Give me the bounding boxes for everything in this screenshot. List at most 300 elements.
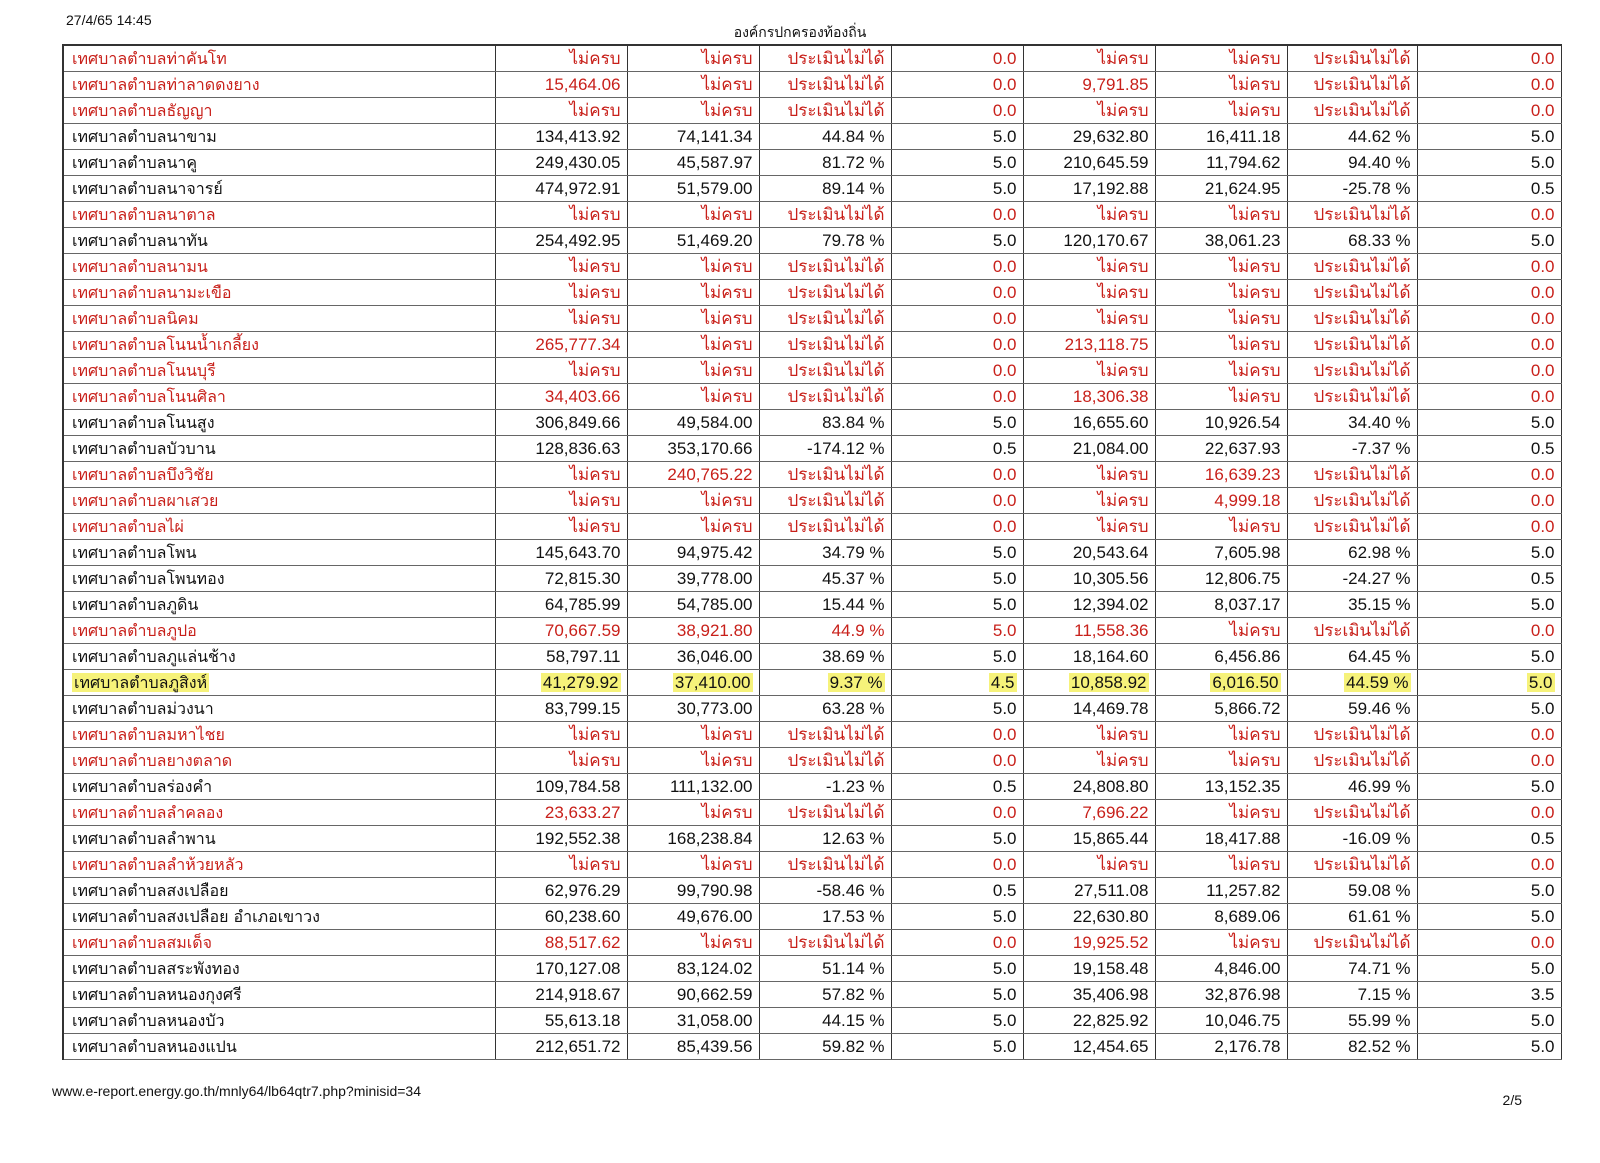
municipality-name: เทศบาลตำบลนามะเขือ [72, 283, 232, 302]
cell-value: 5.0 [1530, 699, 1555, 718]
cell-value: 59.82 % [822, 1037, 885, 1056]
cell-value: 0.0 [992, 361, 1017, 380]
cell-value: 0.0 [1530, 283, 1555, 302]
cell-value: ประเมินไม่ได้ [787, 855, 885, 874]
value-cell [495, 384, 627, 410]
cell-value: 44.62 % [1348, 127, 1411, 146]
cell-value: ไม่ครบ [1229, 387, 1281, 406]
municipality-name: เทศบาลตำบลโนนบุรี [72, 361, 216, 380]
cell-value: ประเมินไม่ได้ [787, 725, 885, 744]
cell-value: ประเมินไม่ได้ [1313, 283, 1411, 302]
cell-value: 0.0 [992, 855, 1017, 874]
table-row [63, 514, 1561, 540]
value-cell [1417, 306, 1561, 332]
value-cell [1023, 540, 1155, 566]
value-cell [627, 930, 759, 956]
value-cell [1155, 618, 1287, 644]
cell-value: 41,279.92 [542, 673, 619, 692]
cell-value: 0.0 [992, 491, 1017, 510]
value-cell [1417, 956, 1561, 982]
footer-url: www.e-report.energy.go.th/mnly64/lb64qtr7.php?minisid=34 [52, 1083, 422, 1099]
table-row [63, 358, 1561, 384]
cell-value: ไม่ครบ [1097, 257, 1149, 276]
value-cell [1023, 124, 1155, 150]
cell-value: 0.5 [1530, 569, 1555, 588]
cell-value: ประเมินไม่ได้ [787, 751, 885, 770]
value-cell [1023, 904, 1155, 930]
report-table [62, 44, 1562, 1060]
cell-value: ไม่ครบ [1097, 751, 1149, 770]
value-cell [1155, 982, 1287, 1008]
value-cell [759, 618, 891, 644]
value-cell [627, 98, 759, 124]
value-cell [627, 748, 759, 774]
cell-value: 0.0 [1530, 257, 1555, 276]
municipality-name-cell [63, 124, 495, 150]
table-row [63, 150, 1561, 176]
value-cell [891, 98, 1023, 124]
value-cell [1023, 1008, 1155, 1034]
municipality-name: เทศบาลตำบลสระพังทอง [72, 959, 240, 978]
cell-value: 44.9 % [831, 621, 885, 640]
value-cell [1287, 280, 1417, 306]
table-row [63, 592, 1561, 618]
value-cell [627, 436, 759, 462]
value-cell [627, 358, 759, 384]
cell-value: 109,784.58 [535, 777, 621, 796]
value-cell [1417, 930, 1561, 956]
cell-value: 4,846.00 [1214, 959, 1281, 978]
cell-value: 20,543.64 [1072, 543, 1149, 562]
value-cell [1417, 514, 1561, 540]
value-cell [627, 488, 759, 514]
table-row [63, 202, 1561, 228]
value-cell [495, 930, 627, 956]
value-cell [627, 722, 759, 748]
cell-value: 44.59 % [1346, 673, 1409, 692]
cell-value: 61.61 % [1348, 907, 1411, 926]
value-cell [1287, 592, 1417, 618]
table-row [63, 410, 1561, 436]
cell-value: 5.0 [1530, 1037, 1555, 1056]
cell-value: ไม่ครบ [1097, 101, 1149, 120]
value-cell [495, 826, 627, 852]
value-cell [1417, 150, 1561, 176]
municipality-name: เทศบาลตำบลท่าลาดดงยาง [72, 75, 260, 94]
cell-value: 22,825.92 [1072, 1011, 1149, 1030]
municipality-name-cell [63, 670, 495, 696]
municipality-name: เทศบาลตำบลโนนน้ำเกลี้ยง [72, 335, 259, 354]
municipality-name: เทศบาลตำบลโพน [72, 543, 197, 562]
table-row [63, 696, 1561, 722]
cell-value: ประเมินไม่ได้ [787, 803, 885, 822]
value-cell [1417, 774, 1561, 800]
cell-value: ไม่ครบ [1229, 361, 1281, 380]
value-cell [1023, 462, 1155, 488]
municipality-name: เทศบาลตำบลลำพาน [72, 829, 216, 848]
value-cell [1023, 410, 1155, 436]
value-cell [1417, 280, 1561, 306]
municipality-name-cell [63, 410, 495, 436]
cell-value: ไม่ครบ [1097, 205, 1149, 224]
cell-value: ไม่ครบ [1097, 361, 1149, 380]
cell-value: ไม่ครบ [1229, 101, 1281, 120]
cell-value: ไม่ครบ [1229, 205, 1281, 224]
value-cell [495, 332, 627, 358]
cell-value: 9.37 % [829, 673, 883, 692]
value-cell [495, 202, 627, 228]
cell-value: 5.0 [992, 829, 1017, 848]
value-cell [1287, 774, 1417, 800]
value-cell [1155, 228, 1287, 254]
municipality-name: เทศบาลตำบลภูดิน [72, 595, 199, 614]
value-cell [1155, 45, 1287, 72]
value-cell [891, 1008, 1023, 1034]
value-cell [1023, 826, 1155, 852]
value-cell [759, 566, 891, 592]
table-row [63, 930, 1561, 956]
municipality-name-cell [63, 45, 495, 72]
cell-value: ไม่ครบ [701, 517, 753, 536]
cell-value: 16,639.23 [1204, 465, 1281, 484]
cell-value: 5.0 [992, 153, 1017, 172]
value-cell [759, 150, 891, 176]
cell-value: ไม่ครบ [569, 517, 621, 536]
print-date: 27/4/65 14:45 [66, 12, 152, 28]
cell-value: -25.78 % [1342, 179, 1411, 198]
municipality-name-cell [63, 618, 495, 644]
cell-value: -1.23 % [825, 777, 885, 796]
cell-value: ไม่ครบ [1097, 465, 1149, 484]
value-cell [891, 358, 1023, 384]
value-cell [1023, 254, 1155, 280]
cell-value: 27,511.08 [1074, 881, 1149, 900]
cell-value: 0.0 [992, 517, 1017, 536]
cell-value: 5.0 [992, 595, 1017, 614]
municipality-name: เทศบาลตำบลนาจารย์ [72, 179, 223, 198]
table-row [63, 852, 1561, 878]
cell-value: 0.0 [992, 49, 1017, 68]
municipality-name-cell [63, 1034, 495, 1060]
cell-value: ประเมินไม่ได้ [787, 465, 885, 484]
cell-value: ไม่ครบ [569, 283, 621, 302]
cell-value: ประเมินไม่ได้ [1313, 855, 1411, 874]
municipality-name: เทศบาลตำบลหนองบัว [72, 1011, 225, 1030]
cell-value: 15,865.44 [1072, 829, 1149, 848]
value-cell [891, 436, 1023, 462]
value-cell [627, 540, 759, 566]
value-cell [1417, 202, 1561, 228]
cell-value: 21,624.95 [1204, 179, 1281, 198]
value-cell [1287, 254, 1417, 280]
municipality-name-cell [63, 774, 495, 800]
cell-value: 64.45 % [1348, 647, 1411, 666]
cell-value: 18,306.38 [1072, 387, 1149, 406]
municipality-name-cell [63, 982, 495, 1008]
cell-value: 11,257.82 [1206, 881, 1281, 900]
cell-value: ประเมินไม่ได้ [1313, 49, 1411, 68]
cell-value: 16,411.18 [1206, 127, 1281, 146]
cell-value: 168,238.84 [667, 829, 753, 848]
cell-value: 62.98 % [1348, 543, 1411, 562]
cell-value: 81.72 % [822, 153, 885, 172]
cell-value: ประเมินไม่ได้ [787, 205, 885, 224]
cell-value: 12,394.02 [1072, 595, 1149, 614]
value-cell [759, 1008, 891, 1034]
cell-value: 474,972.91 [535, 179, 621, 198]
report-table-container [62, 44, 1560, 1060]
cell-value: 79.78 % [822, 231, 885, 250]
cell-value: 10,046.75 [1204, 1011, 1281, 1030]
value-cell [1023, 436, 1155, 462]
value-cell [759, 904, 891, 930]
cell-value: 5.0 [992, 959, 1017, 978]
value-cell [1023, 956, 1155, 982]
cell-value: 57.82 % [822, 985, 885, 1004]
value-cell [891, 384, 1023, 410]
value-cell [1155, 878, 1287, 904]
cell-value: 210,645.59 [1063, 153, 1149, 172]
cell-value: 0.0 [992, 257, 1017, 276]
cell-value: ไม่ครบ [569, 361, 621, 380]
value-cell [1417, 592, 1561, 618]
value-cell [627, 800, 759, 826]
value-cell [1155, 826, 1287, 852]
value-cell [1287, 514, 1417, 540]
cell-value: 17.53 % [822, 907, 885, 926]
cell-value: 12,806.75 [1204, 569, 1281, 588]
municipality-name-cell [63, 254, 495, 280]
value-cell [627, 280, 759, 306]
value-cell [1023, 800, 1155, 826]
value-cell [1155, 436, 1287, 462]
value-cell [495, 176, 627, 202]
cell-value: 44.15 % [822, 1011, 885, 1030]
value-cell [1023, 514, 1155, 540]
cell-value: ไม่ครบ [1229, 335, 1281, 354]
municipality-name: เทศบาลตำบลภูปอ [72, 621, 197, 640]
cell-value: 29,632.80 [1072, 127, 1149, 146]
cell-value: 5.0 [1530, 647, 1555, 666]
value-cell [759, 1034, 891, 1060]
municipality-name: เทศบาลตำบลโนนศิลา [72, 387, 226, 406]
cell-value: 5.0 [1530, 127, 1555, 146]
cell-value: 58,797.11 [546, 647, 621, 666]
value-cell [1023, 670, 1155, 696]
value-cell [627, 956, 759, 982]
value-cell [759, 540, 891, 566]
value-cell [1023, 176, 1155, 202]
value-cell [495, 878, 627, 904]
cell-value: 5.0 [992, 543, 1017, 562]
value-cell [759, 98, 891, 124]
value-cell [891, 852, 1023, 878]
cell-value: ไม่ครบ [1229, 621, 1281, 640]
municipality-name-cell [63, 592, 495, 618]
value-cell [891, 410, 1023, 436]
cell-value: ไม่ครบ [701, 49, 753, 68]
value-cell [891, 696, 1023, 722]
value-cell [1287, 98, 1417, 124]
cell-value: 18,417.88 [1204, 829, 1281, 848]
value-cell [1155, 566, 1287, 592]
value-cell [627, 254, 759, 280]
value-cell [1287, 1008, 1417, 1034]
cell-value: -24.27 % [1342, 569, 1411, 588]
cell-value: ไม่ครบ [701, 309, 753, 328]
cell-value: 5.0 [992, 127, 1017, 146]
value-cell [495, 488, 627, 514]
value-cell [891, 150, 1023, 176]
cell-value: 39,778.00 [676, 569, 753, 588]
value-cell [1023, 358, 1155, 384]
value-cell [1417, 176, 1561, 202]
value-cell [627, 670, 759, 696]
municipality-name: เทศบาลตำบลบึงวิชัย [72, 465, 214, 484]
value-cell [495, 956, 627, 982]
cell-value: ไม่ครบ [701, 933, 753, 952]
cell-value: 0.0 [1530, 205, 1555, 224]
table-row [63, 176, 1561, 202]
value-cell [1023, 930, 1155, 956]
cell-value: 0.0 [1530, 621, 1555, 640]
cell-value: 0.0 [1530, 751, 1555, 770]
value-cell [759, 670, 891, 696]
report-table-body [63, 45, 1561, 1060]
value-cell [1155, 72, 1287, 98]
cell-value: ประเมินไม่ได้ [1313, 361, 1411, 380]
value-cell [1155, 696, 1287, 722]
value-cell [495, 1034, 627, 1060]
cell-value: ไม่ครบ [1229, 283, 1281, 302]
cell-value: 5.0 [992, 621, 1017, 640]
cell-value: 0.0 [1530, 387, 1555, 406]
value-cell [1287, 956, 1417, 982]
cell-value: 0.0 [1530, 517, 1555, 536]
cell-value: 10,305.56 [1072, 569, 1149, 588]
cell-value: 21,084.00 [1072, 439, 1149, 458]
value-cell [759, 72, 891, 98]
value-cell [627, 176, 759, 202]
cell-value: ประเมินไม่ได้ [787, 361, 885, 380]
cell-value: 82.52 % [1348, 1037, 1411, 1056]
cell-value: 5.0 [1530, 881, 1555, 900]
cell-value: -16.09 % [1342, 829, 1411, 848]
municipality-name-cell [63, 306, 495, 332]
cell-value: ประเมินไม่ได้ [787, 257, 885, 276]
value-cell [627, 696, 759, 722]
cell-value: ไม่ครบ [1229, 49, 1281, 68]
value-cell [1417, 878, 1561, 904]
cell-value: 5.0 [992, 907, 1017, 926]
value-cell [1155, 384, 1287, 410]
value-cell [759, 644, 891, 670]
cell-value: ประเมินไม่ได้ [787, 491, 885, 510]
table-row [63, 800, 1561, 826]
value-cell [627, 644, 759, 670]
cell-value: ประเมินไม่ได้ [1313, 751, 1411, 770]
cell-value: ประเมินไม่ได้ [787, 75, 885, 94]
cell-value: 12,454.65 [1072, 1037, 1149, 1056]
cell-value: 0.0 [992, 75, 1017, 94]
value-cell [495, 696, 627, 722]
cell-value: ประเมินไม่ได้ [1313, 75, 1411, 94]
cell-value: 128,836.63 [535, 439, 621, 458]
cell-value: 5.0 [992, 1011, 1017, 1030]
value-cell [495, 45, 627, 72]
value-cell [1287, 384, 1417, 410]
cell-value: 74.71 % [1348, 959, 1411, 978]
cell-value: ประเมินไม่ได้ [787, 517, 885, 536]
value-cell [1287, 618, 1417, 644]
value-cell [759, 748, 891, 774]
cell-value: 18,164.60 [1072, 647, 1149, 666]
value-cell [1023, 774, 1155, 800]
value-cell [1023, 280, 1155, 306]
cell-value: 249,430.05 [535, 153, 621, 172]
cell-value: 51,469.20 [676, 231, 753, 250]
cell-value: 15,464.06 [544, 75, 621, 94]
value-cell [759, 774, 891, 800]
municipality-name-cell [63, 72, 495, 98]
value-cell [1417, 45, 1561, 72]
value-cell [1287, 306, 1417, 332]
municipality-name-cell [63, 176, 495, 202]
value-cell [495, 358, 627, 384]
value-cell [1287, 696, 1417, 722]
cell-value: ไม่ครบ [1097, 283, 1149, 302]
value-cell [1023, 98, 1155, 124]
value-cell [627, 982, 759, 1008]
cell-value: 35,406.98 [1072, 985, 1149, 1004]
cell-value: 5.0 [1528, 673, 1553, 692]
table-row [63, 982, 1561, 1008]
cell-value: -7.37 % [1351, 439, 1411, 458]
municipality-name-cell [63, 462, 495, 488]
value-cell [1417, 982, 1561, 1008]
value-cell [759, 956, 891, 982]
cell-value: ประเมินไม่ได้ [1313, 335, 1411, 354]
value-cell [627, 1034, 759, 1060]
value-cell [627, 150, 759, 176]
municipality-name: เทศบาลตำบลบัวบาน [72, 439, 216, 458]
value-cell [627, 410, 759, 436]
cell-value: 88,517.62 [544, 933, 621, 952]
value-cell [1023, 45, 1155, 72]
value-cell [891, 514, 1023, 540]
cell-value: 6,456.86 [1214, 647, 1281, 666]
value-cell [495, 800, 627, 826]
municipality-name: เทศบาลตำบลม่วงนา [72, 699, 214, 718]
value-cell [759, 124, 891, 150]
table-row [63, 748, 1561, 774]
cell-value: ไม่ครบ [1229, 855, 1281, 874]
value-cell [759, 45, 891, 72]
municipality-name-cell [63, 228, 495, 254]
table-row [63, 45, 1561, 72]
cell-value: 68.33 % [1348, 231, 1411, 250]
value-cell [495, 514, 627, 540]
cell-value: 0.0 [1530, 101, 1555, 120]
value-cell [1023, 566, 1155, 592]
value-cell [495, 852, 627, 878]
table-row [63, 332, 1561, 358]
municipality-name: เทศบาลตำบลนามน [72, 257, 208, 276]
cell-value: ไม่ครบ [1229, 933, 1281, 952]
cell-value: 11,558.36 [1074, 621, 1149, 640]
cell-value: 0.5 [1530, 439, 1555, 458]
cell-value: 5.0 [1530, 777, 1555, 796]
